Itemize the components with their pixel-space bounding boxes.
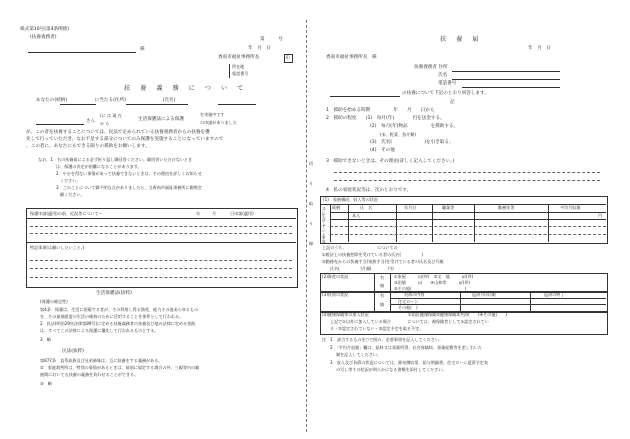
debt-nashi: 無 (380, 302, 385, 307)
family-col-side (330, 204, 331, 242)
note-c: ②勤務先からの扶養手当(家族手当)を受けている者の氏名及び月額 (322, 259, 444, 264)
debt-col-3 (460, 291, 461, 311)
debt-col (374, 291, 375, 311)
footer-1: 注 1 該当するものを○で囲み、必要事項を記入してください。 (322, 337, 444, 342)
item-2-1: 2 援助の程度 (1) 毎月(年) 円を送金する。 (326, 116, 445, 121)
fam-side-label: 共 に 生 活 し て い る 家 族 (322, 207, 326, 245)
fam-h-work: 勤務先等 (498, 205, 515, 210)
cond-current: (に は 現 在 (100, 113, 122, 118)
family-header-line (330, 212, 606, 213)
right-office: 香南市福祉事務所長 様 (326, 55, 377, 60)
family-row-line-2 (330, 226, 606, 227)
law-line: 生活保護法による保護 (138, 117, 184, 122)
debt-row-2 (390, 304, 606, 305)
civil-text-3: 族間においても扶養の義務を負わせることができる。 (40, 372, 139, 377)
family-row-line-3 (330, 234, 606, 235)
doc-number: 第 号 (260, 37, 283, 42)
section4: 4 私の家庭状況等は、次のとおりです。 (326, 188, 412, 193)
fam-h-dob: 年月日 (404, 205, 417, 210)
footer-5: の写し等その状況が明らかになる書類を添付してください。 (336, 367, 447, 372)
family-col-5 (548, 204, 549, 242)
note-1a: なお、1 右の扶養届による必ず折り返し御回答ください。御回答いただけないとき (38, 157, 193, 162)
family-col-3 (432, 204, 433, 242)
note-2b: ください。 (60, 178, 81, 183)
fam-yen: 円 (598, 213, 603, 218)
cond-from: か ら (100, 121, 110, 126)
law-text-1: 第4条 保護は、生活に困窮する者が、その利用し得る資産、能力その他あらゆるもの (40, 307, 199, 312)
right-date: 年 月 日 (528, 46, 551, 51)
fam-h-income: 平均月収額 (560, 205, 581, 210)
civil-title: 民法(抜粋) (62, 349, 84, 354)
item-2-4: (4) その他 (370, 148, 395, 153)
name-underline (218, 104, 256, 105)
section4-1: (1) 家族構成、収入等の状況 (323, 197, 378, 202)
form-name: 氏名 (438, 73, 448, 78)
para1-line3: 、この者に、あなたにもできる限りの援助をお願いします。 (26, 144, 150, 149)
debt-h-end: 返済の終了 (544, 292, 565, 297)
debt-r-other: その他( ) (398, 304, 418, 310)
law-title: 生活保護法(抜粋) (96, 291, 132, 296)
ins-label: (4)健康保険等の加入状況 (322, 312, 369, 317)
footer-2: 2 「平均月収額」欄は、給料又は事業所得、社会保険料、事業経費等を差し引いた (330, 345, 483, 350)
law-text-3: 2 民法(明治29年法律第89号)に定める扶養義務者の扶養及び他の法律に定める扶助 (40, 321, 196, 326)
addressee-line (28, 52, 136, 53)
para1-line2: 先して行っていただき、なお不足する部分についてのみ保護を実施することになっていますので (26, 137, 224, 142)
recipient-suffix: さん (86, 119, 96, 124)
cut-mark-5: 線 (309, 241, 314, 246)
form-phone: 電話番号 (438, 81, 457, 86)
footer-3: 額を記入してください。 (336, 352, 382, 357)
form-name-line (452, 79, 560, 80)
family-col-1 (348, 204, 349, 242)
form-phone-line (462, 87, 560, 88)
note-a: 上記のうち、 についての (322, 245, 398, 250)
cut-mark-1: 切 (309, 161, 314, 166)
asset-nashi: 無 (380, 283, 385, 288)
law-more: 3 略 (40, 337, 51, 342)
family-col-2 (396, 204, 397, 242)
asset-col (374, 273, 375, 291)
address-underline (126, 104, 188, 105)
reply-line: の扶養について下記のとおり回答します。 (402, 91, 489, 96)
footer-4: 3 収入及び負債の状況については、源泉徴収票、給与明細書、住宅ローン返済予定表 (330, 360, 488, 365)
cond-implementing: を実施中です (200, 112, 225, 117)
period-month: 月 (212, 211, 217, 216)
period-label: 保護申請(適用)の前、近況等についてー (30, 211, 103, 216)
left-title: 扶 養 義 務 に つ い て (124, 85, 248, 92)
seal-label: 印 (285, 54, 290, 60)
law-text-2: を、その最低限度の生活の維持のために活用することを要件として行われる。 (40, 314, 184, 319)
law-text-4: は、すべてこの法律による保護に優先して行われるものとする。 (40, 328, 159, 333)
item-2-3: (3) 氏名( )を引き取る。 (370, 140, 454, 145)
contact-phone: 電話番号 (232, 71, 249, 76)
note-d: 氏名( )月額( 円) (330, 266, 394, 271)
debt-col-2 (390, 291, 391, 311)
debt-table (320, 291, 608, 313)
civil-more: ③ 略 (40, 381, 52, 386)
period-date: 日申請(適用) (230, 211, 254, 216)
special-label: 特記事項(は願いしたいこと。) (30, 245, 85, 250)
special-dotline-2 (30, 268, 292, 269)
cond-applied: の申請がありました (200, 120, 237, 125)
debt-ari: 有 (380, 293, 385, 298)
debt-r-loan: 住宅ローン (398, 298, 419, 304)
asset-row-1: ①家屋 ㎡(坪) ②宅 地 ㎡(坪) (394, 274, 474, 279)
office-name: 香南市福祉事務所長 (218, 55, 260, 60)
special-divider (26, 242, 296, 243)
family-row-line-1 (330, 219, 606, 220)
cut-mark-4: り (309, 221, 314, 226)
law-subtitle: (保護の補足性) (40, 299, 68, 304)
debt-row-1 (390, 298, 606, 299)
special-dotline-1 (30, 260, 292, 261)
period-dotline-1 (30, 226, 292, 227)
relation-line: あなたの(続柄) に当たる(住所) (氏名) (36, 98, 176, 103)
reason-dotline-2 (334, 180, 600, 181)
fam-self: 本人 (352, 213, 361, 218)
asset-row-2: ③田畑 ㎡ ④山林等 ㎡(坪) (394, 280, 471, 285)
remarks-header-line (26, 218, 296, 219)
form-address-line (452, 71, 560, 72)
contact-bracket (229, 64, 230, 78)
relation-underline (60, 104, 96, 105)
asset-col-2 (390, 273, 391, 291)
fam-h-job: 職業等 (442, 205, 455, 210)
special-dotline-3 (30, 277, 292, 278)
fam-h-name: 氏 名 (360, 205, 373, 210)
right-title: 扶 養 届 (440, 36, 483, 43)
note-1b: は、保護の決定が困難になることがあります。 (56, 164, 142, 169)
issue-date: 年 月 日 (248, 46, 271, 51)
debt-h-content: 負債の内容 (404, 292, 425, 297)
note-3a: 3 このことについて御不明な点がありましたら、当香南市福祉事務所に御照会 (56, 185, 202, 190)
cut-mark-2: り (309, 181, 314, 186)
ins-options: ①国民健康保険②健康保険③共済( )④その他( ) (408, 312, 507, 317)
debt-label: (3)負債の状況 (322, 292, 349, 297)
form-subtitle: (扶養義務者) (30, 35, 57, 40)
fam-h-rel: 続柄 (332, 205, 341, 210)
civil-text-1: 第877条 直系血族及び兄弟姉妹は、互に扶養をする義務がある。 (40, 358, 163, 363)
recipient-underline (36, 124, 84, 125)
cut-line (306, 20, 307, 432)
civil-text-2: ② 家庭裁判所は、特別の事情があるときは、前項に規定する場合の外、三親等内の親 (40, 365, 200, 370)
family-col-4 (474, 204, 475, 242)
ins-line-3: る・②認定されていない・③認定予定を取る予定。 (330, 326, 424, 331)
asset-label: (2)資産の状況 (322, 274, 349, 279)
asset-row-3: ⑤その他( ) (394, 286, 467, 291)
note-b: ①税法上の扶養控除を受けている者の氏名( ) (322, 252, 424, 257)
reply-underline (330, 96, 400, 97)
period-dotline-2 (30, 233, 292, 234)
ki-label: 記 (450, 100, 455, 105)
form-id: 様式第10号(第4条関係) (20, 27, 70, 32)
contact-address: 所在地 (232, 64, 245, 69)
cut-mark-3: 取 (309, 201, 314, 206)
note-3b: 願ください。 (60, 192, 85, 197)
form-address: 扶養義務者 住所 (414, 65, 448, 70)
reason-dotline-1 (334, 172, 600, 173)
item-1: 1 援助を始める時期 年 月 日から (326, 108, 435, 113)
addressee-suffix: 様 (140, 47, 145, 52)
item-3: 3 援助できないときは、その理由(詳しく記入してください。) (326, 159, 455, 164)
note-2a: 2 やむを得ない事情があって扶養できないときは、その理由を詳しくお知らせ (56, 171, 202, 176)
item-2-note: (米、野菜、魚介類) (380, 132, 416, 137)
item-2-2: (2) 毎月(年)物品 を援助する。 (370, 124, 459, 129)
debt-col-4 (530, 291, 531, 311)
asset-ari: 有 (380, 275, 385, 280)
period-year: 年 (196, 211, 201, 216)
para1-line1: が、この者を扶養することについては、民法で定められている扶養義務者からの扶養を優 (26, 130, 210, 135)
debt-h-monthly: 返済月(年)額 (472, 292, 496, 297)
ins-line-2: 上記で①以外に加入している場合 については、被保険者として①認定されてい (330, 319, 489, 324)
